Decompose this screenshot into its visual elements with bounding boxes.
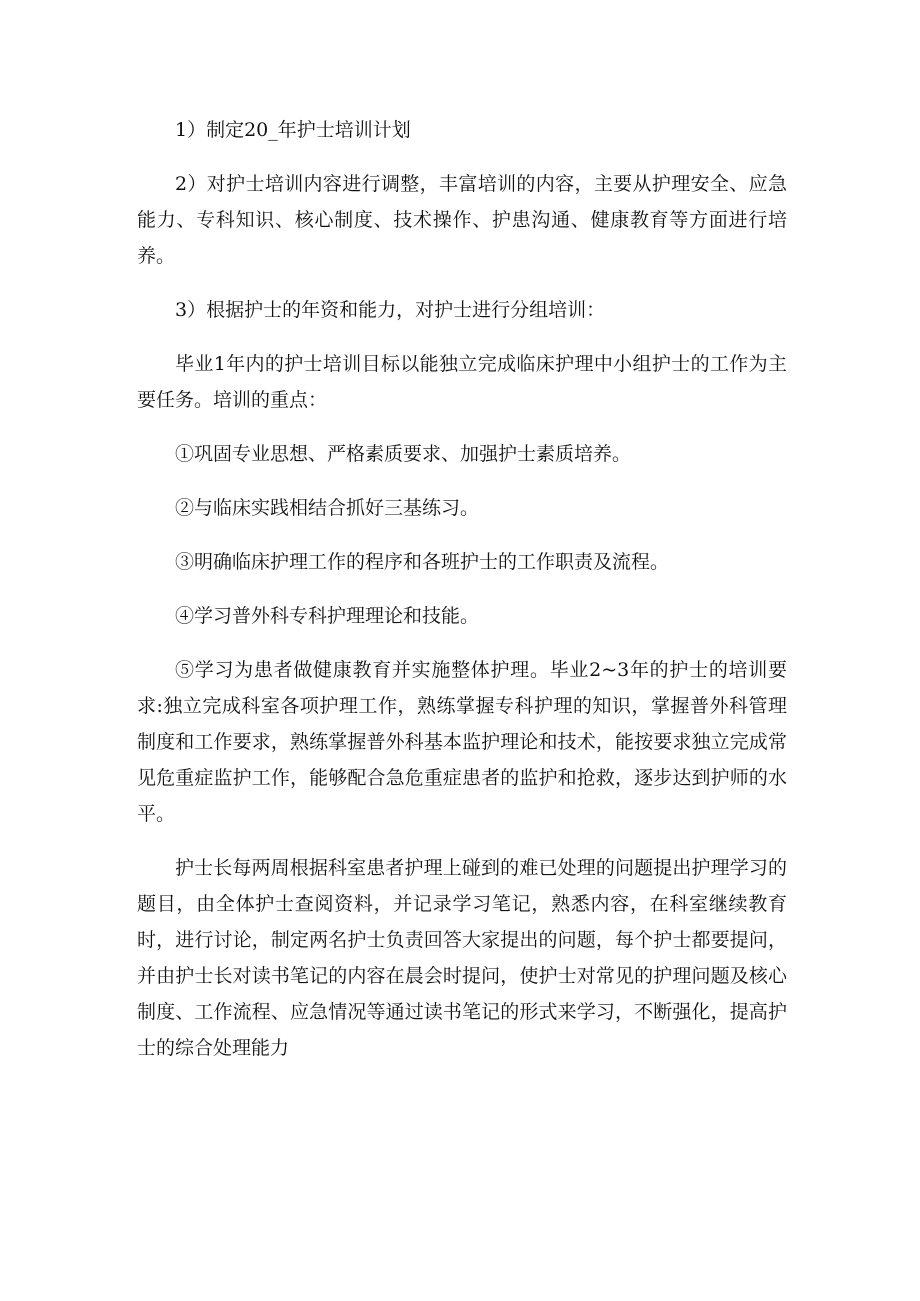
- paragraph-point-5: ⑤学习为患者做健康教育并实施整体护理。毕业2~3年的护士的培训要求:独立完成科室各项护理工作，熟练掌握专科护理的知识，掌握普外科管理制度和工作要求，熟练掌握普外科基本监护理论和技术，能按要求独立完成常见危重症监护工作，能够配合急危重症患者的监护和抢救，逐步达到护师的水平。: [137, 659, 787, 825]
- paragraph-head-nurse-study: 护士长每两周根据科室患者护理上碰到的难已处理的问题提出护理学习的题目，由全体护士查阅资料，并记录学习笔记，熟悉内容，在科室继续教育时，进行讨论，制定两名护士负责回答大家提出的问题，每个护士都要提问，并由护士长对读书笔记的内容在晨会时提问，使护士对常见的护理问题及核心制度、工作流程、应急情况等通过读书笔记的形式来学习，不断强化，提高护士的综合处理能力: [137, 857, 787, 1059]
- document-body: [137, 112, 787, 1084]
- paragraph-content-adjustment: 2）对护士培训内容进行调整，丰富培训的内容，主要从护理安全、应急能力、专科知识、核心制度、技术操作、护患沟通、健康教育等方面进行培养。: [137, 173, 787, 267]
- paragraph-point-3: ③明确临床护理工作的程序和各班护士的工作职责及流程。: [175, 551, 670, 573]
- paragraph-group-training: 3）根据护士的年资和能力，对护士进行分组培训：: [175, 299, 606, 321]
- paragraph-point-2: ②与临床实践相结合抓好三基练习。: [175, 497, 480, 519]
- paragraph-training-plan: 1）制定20_年护士培训计划: [175, 119, 411, 141]
- paragraph-point-4: ④学习普外科专科护理理论和技能。: [175, 605, 480, 627]
- paragraph-point-1: ①巩固专业思想、严格素质要求、加强护士素质培养。: [175, 443, 632, 465]
- paragraph-first-year-goal: 毕业1年内的护士培训目标以能独立完成临床护理中小组护士的工作为主要任务。培训的重点：: [137, 353, 787, 411]
